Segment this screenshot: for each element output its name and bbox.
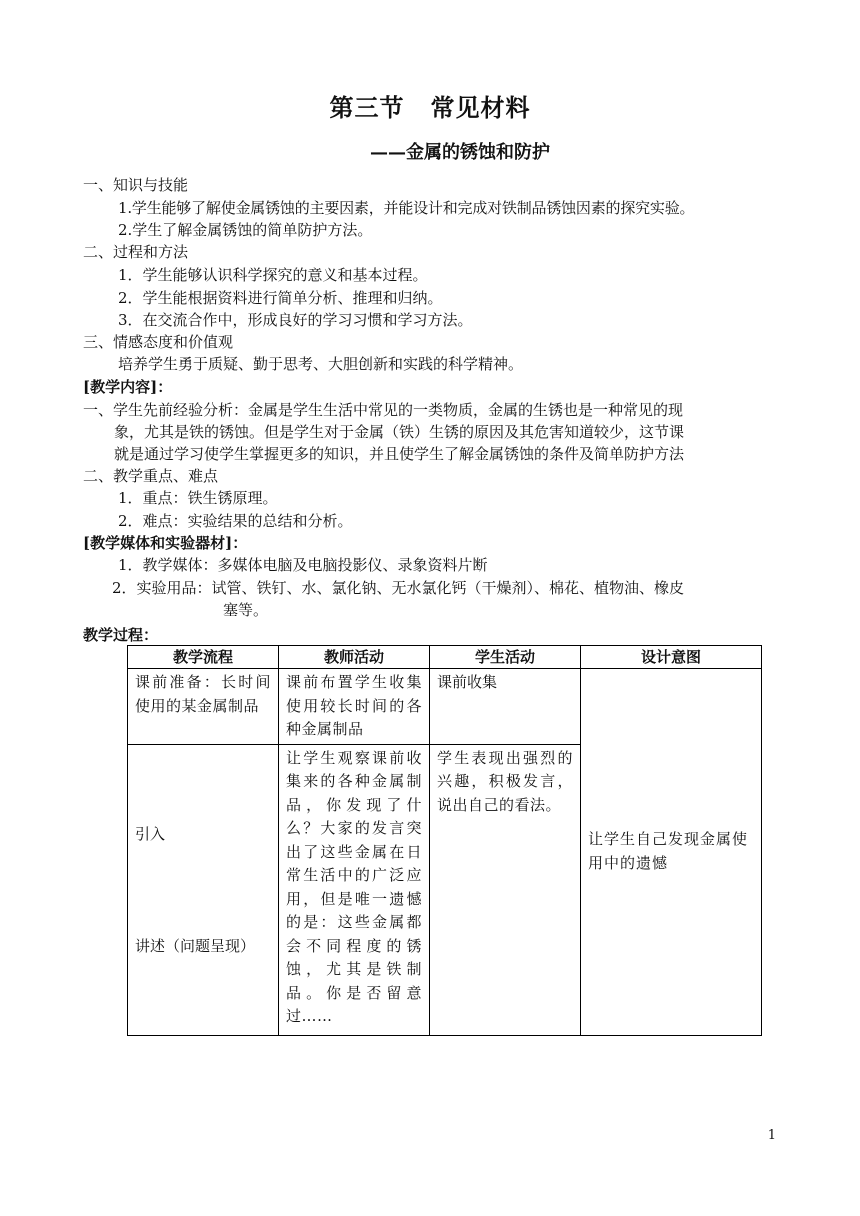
page-number: 1 [767, 1128, 776, 1143]
objective-heading-3: 三、情感态度和价值观 [83, 333, 234, 351]
objective-item: 2.学生了解金属锈蚀的简单防护方法。 [118, 221, 373, 239]
objective-item: 2．学生能根据资料进行简单分析、推理和归纳。 [118, 289, 443, 307]
content-item: 1．重点：铁生锈原理。 [118, 489, 278, 507]
column-header: 教师活动 [279, 646, 430, 669]
content-item: 2．难点：实验结果的总结和分析。 [118, 512, 353, 530]
media-item: 1．教学媒体：多媒体电脑及电脑投影仪、录象资料片断 [118, 556, 488, 574]
cell-intent: 让学生自己发现金属使用中的遗憾 [581, 669, 762, 1036]
process-heading: 教学过程： [83, 626, 159, 644]
objective-heading-1: 一、知识与技能 [83, 176, 189, 194]
flow-step-narrate: 讲述（问题呈现） [135, 936, 256, 955]
table-header-row [128, 646, 762, 669]
objective-item: 3．在交流合作中，形成良好的学习习惯和学习方法。 [118, 311, 473, 329]
page-subtitle: ——金属的锈蚀和防护 [370, 142, 550, 163]
flow-step-intro: 引入 [135, 824, 166, 843]
table-row [128, 669, 762, 745]
cell-teacher: 让学生观察课前收集来的各种金属制品，你发现了什么？大家的发言突出了这些金属在日常生活中的广泛应用，但是唯一遗憾的是：这些金属都会不同程度的锈蚀，尤其是铁制品。你是否留意过…… [279, 744, 430, 1035]
cell-teacher: 课前布置学生收集使用较长时间的各种金属制品 [279, 669, 430, 745]
media-item: 2．实验用品：试管、铁钉、水、氯化钠、无水氯化钙（干燥剂）、棉花、植物油、橡皮 [112, 579, 685, 597]
cell-student: 课前收集 [430, 669, 581, 745]
cell-student: 学生表现出强烈的兴趣，积极发言，说出自己的看法。 [430, 744, 581, 1035]
content-subheading: 二、教学重点、难点 [83, 467, 219, 485]
content-paragraph-line: 象，尤其是铁的锈蚀。但是学生对于金属（铁）生锈的原因及其危害知道较少，这节课 [114, 423, 685, 441]
objective-heading-2: 二、过程和方法 [83, 243, 189, 261]
column-header: 教学流程 [128, 646, 279, 669]
title-topic: 常见材料 [430, 93, 531, 122]
title-section: 第三节 [329, 93, 405, 122]
cell-flow [128, 744, 279, 1035]
column-header: 学生活动 [430, 646, 581, 669]
content-paragraph-line: 就是通过学习使学生掌握更多的知识，并且使学生了解金属锈蚀的条件及简单防护方法 [114, 445, 685, 463]
page-title [0, 88, 860, 123]
objective-item: 培养学生勇于质疑、勤于思考、大胆创新和实践的科学精神。 [118, 355, 524, 373]
media-item-continued: 塞等。 [223, 601, 269, 619]
cell-flow: 课前准备：长时间使用的某金属制品 [128, 669, 279, 745]
media-heading: [教学媒体和实验器材]： [83, 534, 248, 552]
content-heading: [教学内容]： [83, 378, 173, 396]
column-header: 设计意图 [581, 646, 762, 669]
objective-item: 1．学生能够认识科学探究的意义和基本过程。 [118, 266, 428, 284]
teaching-process-table [127, 645, 762, 1036]
content-paragraph-line: 一、学生先前经验分析：金属是学生生活中常见的一类物质，金属的生锈也是一种常见的现 [83, 401, 684, 419]
objective-item: 1.学生能够了解使金属锈蚀的主要因素，并能设计和完成对铁制品锈蚀因素的探究实验。 [118, 199, 695, 217]
